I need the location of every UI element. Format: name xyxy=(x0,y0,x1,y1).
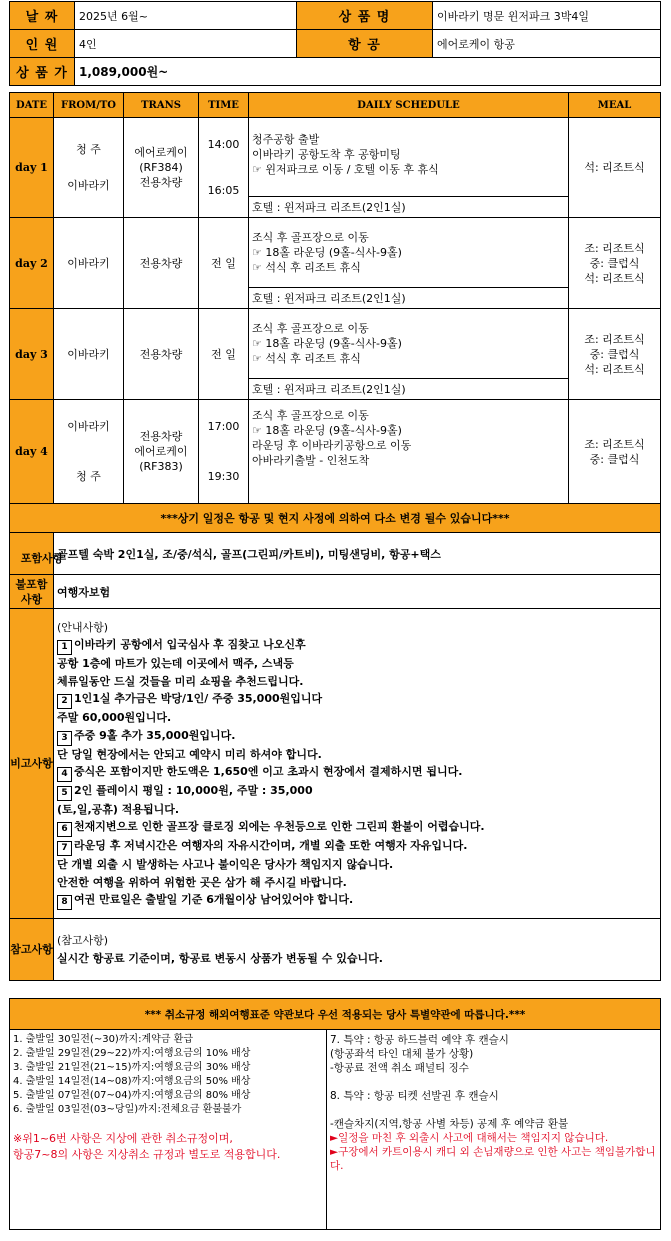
cancel-special: -항공료 전액 취소 패널티 징수 xyxy=(330,1062,469,1074)
schedule-line: ☞ 석식 후 리조트 휴식 xyxy=(252,352,361,365)
schedule-line: 라운딩 후 이바라키공항으로 이동 xyxy=(252,439,412,452)
day-2-label: day 2 xyxy=(10,218,54,309)
schedule-line: ☞ 석식 후 리조트 휴식 xyxy=(252,261,361,274)
day-3-meal xyxy=(569,309,661,400)
airline-value: 에어로케이 항공 xyxy=(433,30,661,58)
guide-line: 1인1실 추가금은 박당/1인/ 주중 35,000원입니다 xyxy=(74,692,323,706)
guide-item-4 xyxy=(57,763,656,782)
cancellation-header: *** 취소규정 해외여행표준 약관보다 우선 적용되는 당사 특별약관에 따릅니다.*** xyxy=(10,999,661,1030)
schedule-notice: ***상기 일정은 항공 및 현지 사정에 의하여 다소 변경 될수 있습니다*** xyxy=(10,504,661,533)
day-4-meal xyxy=(569,400,661,504)
number-7-icon: 7 xyxy=(57,841,72,856)
day-4-trans-line: (RF383) xyxy=(139,460,183,473)
reference-title: (참고사항) xyxy=(57,933,109,947)
product-info-table xyxy=(9,1,661,86)
day-4-to: 청 주 xyxy=(76,469,101,483)
header-daily-schedule: DAILY SCHEDULE xyxy=(249,93,569,118)
day-4-trans-line: 전용차량 xyxy=(139,430,183,443)
date-label: 날 짜 xyxy=(10,2,75,30)
day-4-trans-line: 에어로케이 xyxy=(134,445,188,458)
guide-line: 여권 만료일은 출발일 기준 6개월이상 남어있어야 합니다. xyxy=(74,893,354,907)
schedule-line: ☞ 윈저파크로 이동 / 호텔 이동 후 휴식 xyxy=(252,163,439,176)
guide-item-2 xyxy=(57,690,656,726)
cancel-special xyxy=(330,1103,657,1117)
guide-line: (토,일,공휴) 적용됩니다. xyxy=(57,803,180,817)
include-label-text: 포함사항 xyxy=(20,552,64,565)
day-1-hotel: 호텔 : 윈저파크 리조트(2인1실) xyxy=(249,197,569,218)
day-1-to: 이바라키 xyxy=(67,178,110,192)
guide-line: 단 당일 현장에서는 안되고 예약시 미리 하셔야 합니다. xyxy=(57,747,322,761)
header-meal: MEAL xyxy=(569,93,661,118)
cancel-rule: 3. 출발일 21일전(21~15)까지:여행요금의 30% 배상 xyxy=(13,1062,251,1073)
day-1-trans xyxy=(124,118,199,218)
cancel-red-note: ※위1~6번 사항은 지상에 관한 취소규정이며, xyxy=(13,1132,233,1145)
guide-line: 천재지변으로 인한 골프장 클로징 외에는 우천등으로 인한 그린피 환불이 어렵습니다. xyxy=(74,820,485,834)
guide-line: 중식은 포함이지만 한도액은 1,650엔 이고 초과시 현장에서 결제하시면 됩니다. xyxy=(74,765,463,779)
day-1-from: 청 주 xyxy=(76,142,101,156)
meal-line: 중: 클럽식 xyxy=(589,256,640,270)
include-label xyxy=(10,533,54,575)
day-4-from: 이바라키 xyxy=(67,419,110,433)
header-trans: TRANS xyxy=(124,93,199,118)
schedule-line: 청주공항 출발 xyxy=(252,133,320,146)
schedule-header-row xyxy=(10,93,661,118)
day-2-meal xyxy=(569,218,661,309)
date-value: 2025년 6월~ xyxy=(75,2,297,30)
reference-value: 실시간 항공료 기준이며, 항공료 변동시 상품가 변동될 수 있습니다. xyxy=(57,951,383,965)
guide-line: 단 개별 외출 시 발생하는 사고나 불이익은 당사가 책임지지 않습니다. xyxy=(57,858,394,872)
day-2-hotel: 호텔 : 윈저파크 리조트(2인1실) xyxy=(249,288,569,309)
header-date: DATE xyxy=(10,93,54,118)
guide-line: 2인 플레이시 평일 : 10,000원, 주말 : 35,000 xyxy=(74,784,313,798)
number-1-icon: 1 xyxy=(57,640,72,655)
day-3-time: 전 일 xyxy=(199,309,249,400)
day-3-schedule xyxy=(249,309,569,379)
number-8-icon: 8 xyxy=(57,895,72,910)
day-3-label: day 3 xyxy=(10,309,54,400)
reference-label: 참고사항 xyxy=(10,919,54,981)
schedule-line: ☞ 18홀 라운딩 (9홀-식사-9홀) xyxy=(252,246,402,259)
guide-item-1 xyxy=(57,636,656,690)
schedule-line: ☞ 18홀 라운딩 (9홀-식사-9홀) xyxy=(252,424,402,437)
schedule-line: 조식 후 골프장으로 이동 xyxy=(252,409,369,422)
guide-item-6 xyxy=(57,818,656,837)
day-3-hotel: 호텔 : 윈저파크 리조트(2인1실) xyxy=(249,379,569,400)
cancel-rule: 5. 출발일 07일전(07~04)까지:여행요금의 80% 배상 xyxy=(13,1090,251,1101)
day-1-meal xyxy=(569,118,661,218)
exclude-label-line: 불포함 xyxy=(15,577,48,591)
meal-line: 조: 리조트식 xyxy=(584,332,645,346)
header-time: TIME xyxy=(199,93,249,118)
day-2-schedule xyxy=(249,218,569,288)
day-2-time: 전 일 xyxy=(199,218,249,309)
meal-line: 조: 리조트식 xyxy=(584,241,645,255)
meal-line: 중: 클럽식 xyxy=(589,452,640,466)
guide-line: 체류일동안 드실 것들을 미리 쇼핑을 추천드립니다. xyxy=(57,674,304,688)
cancel-red-note: ►일정을 마친 후 외출시 사고에 대해서는 책임지지 않습니다. xyxy=(330,1132,609,1144)
exclude-label-line: 사항 xyxy=(20,592,43,606)
number-5-icon: 5 xyxy=(57,786,72,801)
day-4-trans xyxy=(124,400,199,504)
day-1-from-to xyxy=(54,118,124,218)
guide-item-5 xyxy=(57,782,656,818)
schedule-table xyxy=(9,92,661,981)
schedule-line: 조식 후 골프장으로 이동 xyxy=(252,322,369,335)
guide-item-8 xyxy=(57,891,656,910)
cancel-rule: 1. 출발일 30일전(~30)까지:계약금 환급 xyxy=(13,1034,193,1045)
header-from-to: FROM/TO xyxy=(54,93,124,118)
number-6-icon: 6 xyxy=(57,822,72,837)
number-2-icon: 2 xyxy=(57,694,72,709)
day-4-time-start: 17:00 xyxy=(207,419,240,433)
cancel-special: 8. 특약 : 항공 티켓 선발권 후 캔슬시 xyxy=(330,1090,499,1102)
people-label: 인 원 xyxy=(10,30,75,58)
exclude-label xyxy=(10,575,54,609)
day-4-label: day 4 xyxy=(10,400,54,504)
day-1-time xyxy=(199,118,249,218)
guide-line: 라운딩 후 저녁시간은 여행자의 자유시간이며, 개별 외출 또한 여행자 자유입니다. xyxy=(74,839,468,853)
day-3-trans: 전용차량 xyxy=(124,309,199,400)
guide-line: 주말 60,000원입니다. xyxy=(57,711,172,725)
number-3-icon: 3 xyxy=(57,731,72,746)
schedule-line: 아바라키출발 - 인천도착 xyxy=(252,454,370,467)
cancel-red-note: 항공7~8의 사항은 지상취소 규정과 별도로 적용합니다. xyxy=(13,1148,281,1161)
meal-line: 석: 리조트식 xyxy=(584,362,645,376)
cancel-red-note: ►구장에서 카트이용시 캐디 외 손님재량으로 인한 사고는 책임불가합니다. xyxy=(330,1146,656,1172)
cancellation-table xyxy=(9,998,661,1230)
day-2-from: 이바라키 xyxy=(54,218,124,309)
cancel-special xyxy=(330,1075,657,1089)
guide-title: (안내사항) xyxy=(57,621,109,634)
schedule-line: 이바라키 공항도착 후 공항미팅 xyxy=(252,148,401,161)
price-value: 1,089,000원~ xyxy=(75,58,661,86)
remarks-label: 비고사항 xyxy=(10,609,54,919)
guide-item-7 xyxy=(57,837,656,891)
day-1-time-end: 16:05 xyxy=(207,183,240,197)
day-4-time-end: 19:30 xyxy=(207,469,240,483)
day-1-trans-line: (RF384) xyxy=(139,161,183,174)
airline-label: 항 공 xyxy=(297,30,433,58)
day-1-trans-line: 전용차량 xyxy=(139,176,183,189)
remarks-guide xyxy=(54,609,661,919)
exclude-value: 여행자보험 xyxy=(54,575,661,609)
cancel-special: -캔슬차지(지역,항공 사별 차등) 공제 후 예약금 환불 xyxy=(330,1118,569,1130)
guide-item-3 xyxy=(57,727,656,763)
cancel-rule: 4. 출발일 14일전(14~08)까지:여행요금의 50% 배상 xyxy=(13,1076,251,1087)
guide-line: 이바라키 공항에서 입국심사 후 짐찾고 나오신후 xyxy=(74,638,306,652)
cancel-rule: 6. 출발일 03일전(03~당일)까지:전체요금 환불불가 xyxy=(13,1104,242,1115)
day-1-label: day 1 xyxy=(10,118,54,218)
cancellation-right xyxy=(327,1030,661,1230)
day-4-schedule xyxy=(249,400,569,504)
meal-line: 조: 리조트식 xyxy=(584,437,645,451)
cancel-special: 7. 특약 : 항공 하드블럭 예약 후 캔슬시 xyxy=(330,1034,509,1046)
guide-line: 주중 9홀 추가 35,000원입니다. xyxy=(74,728,236,742)
guide-line: 공항 1층에 마트가 있는데 이곳에서 맥주, 스낵등 xyxy=(57,657,294,671)
day-1-trans-line: 에어로케이 xyxy=(134,146,188,159)
product-label: 상 품 명 xyxy=(297,2,433,30)
product-value: 이바라키 명문 윈저파크 3박4일 xyxy=(433,2,661,30)
guide-line: 안전한 여행을 위하여 위험한 곳은 삼가 해 주시길 바랍니다. xyxy=(57,875,347,889)
schedule-line: ☞ 18홀 라운딩 (9홀-식사-9홀) xyxy=(252,337,402,350)
number-4-icon: 4 xyxy=(57,767,72,782)
people-value: 4인 xyxy=(75,30,297,58)
meal-line: 석: 리조트식 xyxy=(584,161,645,174)
day-1-schedule xyxy=(249,118,569,197)
cancellation-left xyxy=(10,1030,327,1230)
reference-note xyxy=(54,919,661,981)
day-4-from-to xyxy=(54,400,124,504)
price-label: 상 품 가 xyxy=(10,58,75,86)
day-1-time-start: 14:00 xyxy=(207,137,240,151)
cancel-special: (항공좌석 타인 대체 불가 상황) xyxy=(330,1048,474,1060)
include-value: 골프텔 숙박 2인1실, 조/중/석식, 골프(그린피/카트비), 미팅샌딩비, 항공+택스 xyxy=(54,533,661,575)
cancel-rule: 2. 출발일 29일전(29~22)까지:여행요금의 10% 배상 xyxy=(13,1048,251,1059)
day-2-trans: 전용차량 xyxy=(124,218,199,309)
schedule-line: 조식 후 골프장으로 이동 xyxy=(252,231,369,244)
day-3-from: 이바라키 xyxy=(54,309,124,400)
meal-line: 중: 클럽식 xyxy=(589,347,640,361)
day-4-time xyxy=(199,400,249,504)
meal-line: 석: 리조트식 xyxy=(584,271,645,285)
